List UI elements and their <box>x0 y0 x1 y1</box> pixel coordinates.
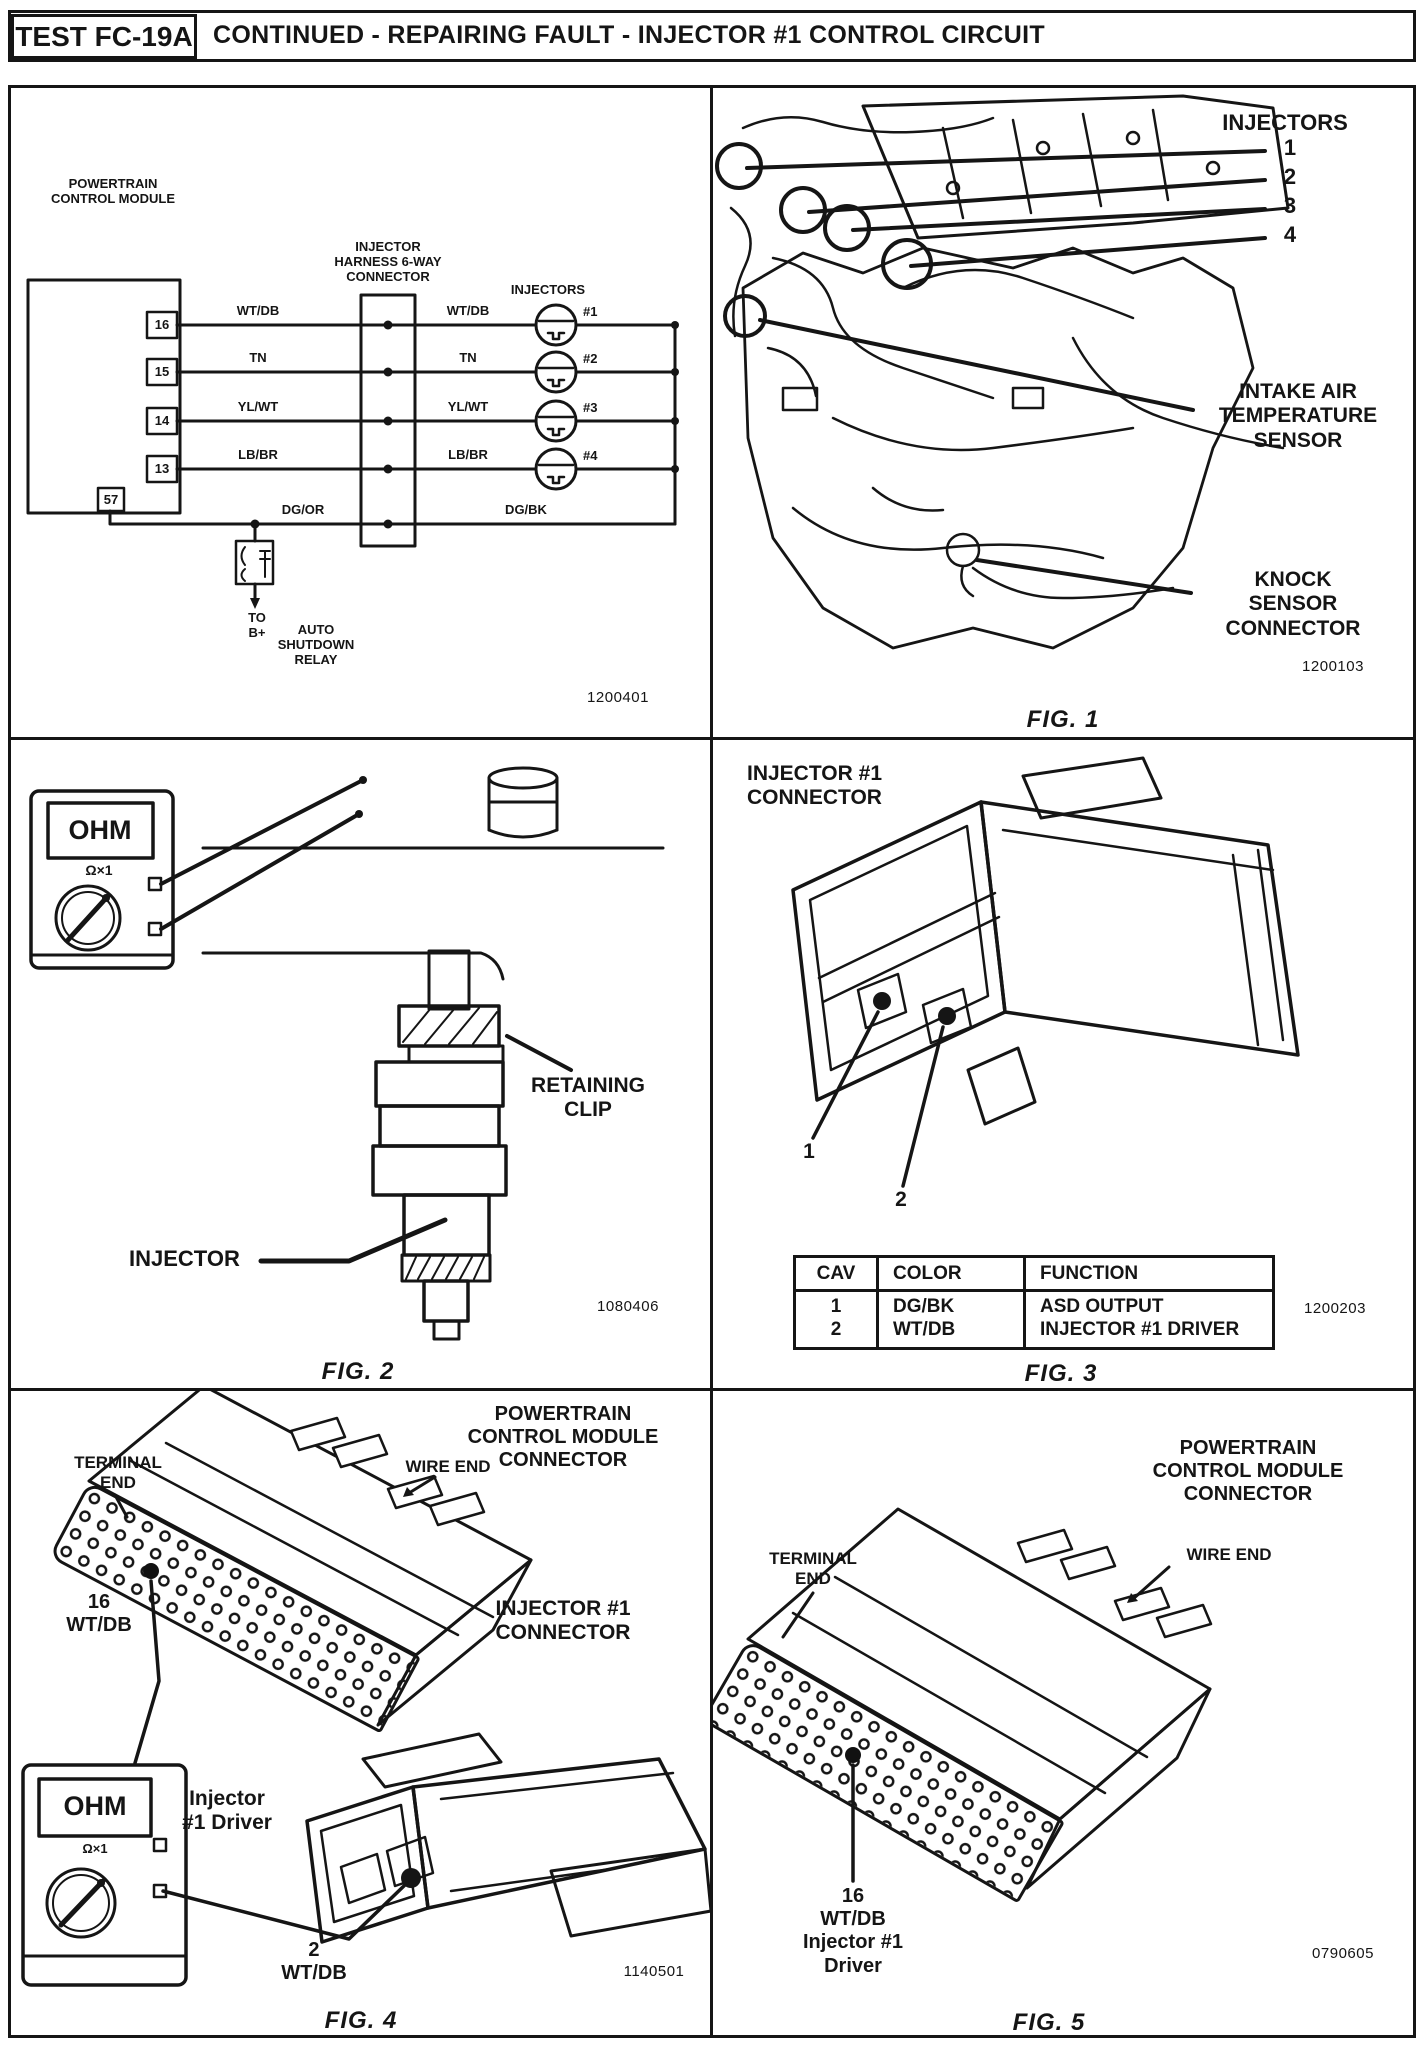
table-header-row <box>796 1258 1272 1292</box>
figure-ref: 1200103 <box>1302 658 1364 675</box>
pin16-leader <box>135 1581 159 1763</box>
ohmmeter-range: Ω×1 <box>85 862 113 878</box>
pin-number: 57 <box>103 492 119 507</box>
wire-label: DG/BK <box>505 502 547 517</box>
injector-callout-3: 3 <box>1283 193 1297 218</box>
pin16-label: 16 WT/DB <box>66 1591 132 1637</box>
col-header: COLOR <box>879 1258 1026 1289</box>
injector-callout-4: 4 <box>1283 222 1297 247</box>
pcm-label: POWERTRAIN CONTROL MODULE <box>51 176 175 207</box>
pcm-box <box>28 280 180 513</box>
panel-fig4 <box>11 1391 710 2035</box>
injector-id: #1 <box>583 304 598 319</box>
clip-leader <box>507 1036 571 1070</box>
fig2-caption: FIG. 2 <box>321 1358 395 1385</box>
fig1-injectors-label: INJECTORS <box>1222 110 1348 135</box>
iat-sensor-label: INTAKE AIR TEMPERATURE SENSOR <box>1218 380 1378 452</box>
panel-fig5 <box>713 1391 1413 2035</box>
fig4-connector-heading: INJECTOR #1 CONNECTOR <box>495 1597 631 1645</box>
wire-label: TN <box>249 350 267 365</box>
wire-end-label: WIRE END <box>1186 1545 1272 1564</box>
pin2-label: 2 WT/DB <box>281 1939 347 1985</box>
test-id-box <box>11 14 197 59</box>
terminal-end-leader <box>783 1593 813 1637</box>
pin-number: 14 <box>154 413 170 428</box>
content-frame <box>8 85 1416 2038</box>
panel-fig3 <box>713 740 1413 1388</box>
ohmmeter-range: Ω×1 <box>82 1841 108 1856</box>
wire-end-label: WIRE END <box>405 1457 491 1476</box>
panel-fig1 <box>713 88 1413 737</box>
to-bplus-label: TO B+ <box>248 610 266 641</box>
injector-id: #4 <box>583 448 598 463</box>
fig4-pcm-heading: POWERTRAIN CONTROL MODULE CONNECTOR <box>467 1403 659 1472</box>
col-header: FUNCTION <box>1040 1263 1139 1284</box>
fig3-caption: FIG. 3 <box>1024 1360 1098 1387</box>
wire-label: LB/BR <box>448 447 488 462</box>
wire-label: LB/BR <box>238 447 278 462</box>
driver-label: Injector #1 Driver <box>182 1787 272 1835</box>
figure-ref: 1140501 <box>623 1963 685 1980</box>
knock-sensor-label: KNOCK SENSOR CONNECTOR <box>1225 568 1361 640</box>
pin-number: 16 <box>154 317 170 332</box>
retaining-clip-label: RETAINING CLIP <box>531 1074 645 1122</box>
injector-id: #3 <box>583 400 598 415</box>
page-header <box>8 10 1416 62</box>
fig1-caption: FIG. 1 <box>1026 706 1100 733</box>
injector-callout-2: 2 <box>1283 164 1297 189</box>
pin-number: 13 <box>154 461 170 476</box>
wire-label: YL/WT <box>447 399 489 414</box>
wire-57 <box>110 511 675 524</box>
col-header: CAV <box>796 1258 879 1289</box>
figure-ref: 1200401 <box>587 689 649 706</box>
panel-wiring-schematic <box>11 88 710 737</box>
wire-label: WT/DB <box>236 303 280 318</box>
fig5-caption: FIG. 5 <box>1012 2009 1086 2035</box>
page-title: CONTINUED - REPAIRING FAULT - INJECTOR #1 CONTROL CIRCUIT <box>213 21 1045 49</box>
panel-fig2 <box>11 740 710 1388</box>
cavity-callout-1: 1 <box>803 1140 815 1163</box>
harness-label: INJECTOR HARNESS 6-WAY CONNECTOR <box>334 239 442 285</box>
cav-color-function-table <box>793 1255 1275 1350</box>
rail-line-lower <box>203 953 503 979</box>
table-row: 1 DG/BK ASD OUTPUT <box>796 1292 1272 1318</box>
terminal-end-label: TERMINAL END <box>769 1549 857 1588</box>
retaining-clip-shape <box>399 1006 499 1046</box>
pin16-label: 16 WT/DB Injector #1 Driver <box>802 1885 904 1977</box>
table-row: 2 WT/DB INJECTOR #1 DRIVER <box>796 1318 1272 1347</box>
wire-label: DG/OR <box>281 502 325 517</box>
figure-ref: 1200203 <box>1304 1300 1366 1317</box>
wire-label: TN <box>459 350 477 365</box>
wire-label: WT/DB <box>446 303 490 318</box>
ohmmeter-display-text: OHM <box>63 1791 127 1821</box>
cavity-callout-2: 2 <box>895 1188 907 1211</box>
injector-callout-1: 1 <box>1283 135 1297 160</box>
wire-label: YL/WT <box>237 399 279 414</box>
test-id: TEST FC-19A <box>15 20 193 52</box>
figure-ref: 0790605 <box>1312 1945 1374 1962</box>
terminal-end-label: TERMINAL END <box>74 1453 162 1492</box>
fig5-pcm-heading: POWERTRAIN CONTROL MODULE CONNECTOR <box>1152 1437 1344 1506</box>
pin-number: 15 <box>154 364 170 379</box>
fig4-caption: FIG. 4 <box>324 2007 398 2034</box>
fig3-heading: INJECTOR #1 CONNECTOR <box>747 762 882 810</box>
relay-label: AUTO SHUTDOWN RELAY <box>277 622 355 668</box>
ohmmeter-display-text: OHM <box>68 815 132 845</box>
figure-ref: 1080406 <box>597 1298 659 1315</box>
iat-leader <box>760 320 1193 410</box>
injector-label: INJECTOR <box>129 1246 240 1271</box>
injector-id: #2 <box>583 351 598 366</box>
injectors-label: INJECTORS <box>510 282 586 297</box>
